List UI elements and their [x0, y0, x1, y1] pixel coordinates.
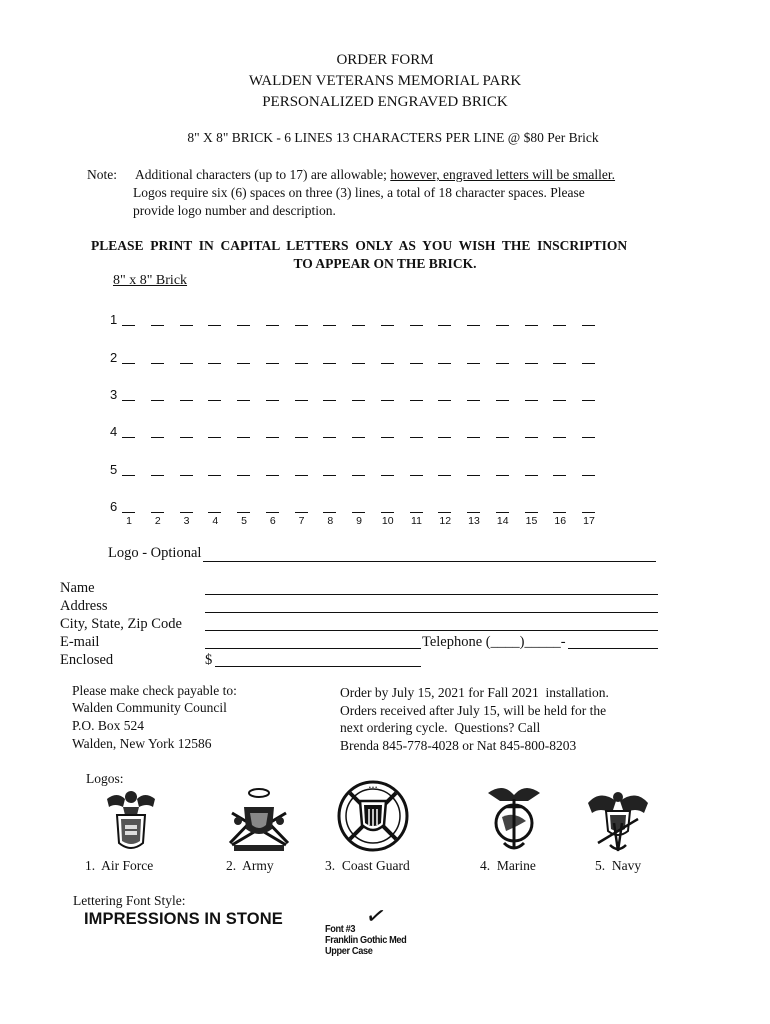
column-number: 7: [298, 515, 305, 527]
row-number: 1: [110, 312, 118, 327]
enclosed-amount-field[interactable]: [215, 666, 421, 667]
instruction-line-1: PLEASE PRINT IN CAPITAL LETTERS ONLY AS YOU WISH THE INSCRIPTION: [91, 238, 628, 253]
payment-line-2: Walden Community Council: [72, 700, 227, 715]
telephone-label: Telephone (____)_____-: [422, 634, 566, 650]
address-label: Address: [60, 598, 108, 614]
character-slot[interactable]: [295, 400, 308, 401]
character-slot[interactable]: [122, 400, 135, 401]
character-slot[interactable]: [410, 512, 423, 513]
brick-spec: 8" X 8" BRICK - 6 LINES 13 CHARACTERS PER LINE @ $80 Per Brick: [187, 130, 599, 145]
column-number: 16: [554, 515, 567, 527]
character-slot[interactable]: [122, 363, 135, 364]
logo-label: 3. Coast Guard: [325, 858, 410, 873]
character-slot[interactable]: [410, 363, 423, 364]
navy-emblem-icon: [586, 783, 650, 853]
character-slot[interactable]: [467, 325, 480, 326]
character-slot[interactable]: [553, 512, 566, 513]
column-number: 1: [126, 515, 132, 527]
character-slot[interactable]: [237, 512, 250, 513]
character-slot[interactable]: [525, 437, 538, 438]
checkmark-icon: ✓: [363, 900, 389, 932]
character-slot[interactable]: [122, 325, 135, 326]
character-slot[interactable]: [151, 437, 164, 438]
character-slot[interactable]: [467, 512, 480, 513]
character-slot[interactable]: [323, 400, 336, 401]
character-slot[interactable]: [467, 437, 480, 438]
character-slot[interactable]: [208, 512, 221, 513]
character-slot[interactable]: [122, 475, 135, 476]
logo-label: 5. Navy: [595, 858, 642, 873]
column-number: 14: [496, 515, 509, 527]
character-slot[interactable]: [496, 400, 509, 401]
character-slot[interactable]: [180, 400, 193, 401]
character-slot[interactable]: [151, 400, 164, 401]
character-slot[interactable]: [553, 325, 566, 326]
character-slot[interactable]: [323, 363, 336, 364]
character-slot[interactable]: [180, 325, 193, 326]
column-number: 11: [411, 515, 422, 527]
character-slot[interactable]: [151, 325, 164, 326]
character-slot[interactable]: [553, 437, 566, 438]
character-slot[interactable]: [266, 475, 279, 476]
character-slot[interactable]: [180, 437, 193, 438]
ordering-line-4: Brenda 845-778-4028 or Nat 845-800-8203: [340, 738, 577, 753]
character-slot[interactable]: [151, 475, 164, 476]
army-emblem-icon: [224, 783, 294, 857]
character-slot[interactable]: [381, 325, 394, 326]
payment-line-3: P.O. Box 524: [72, 718, 145, 733]
character-slot[interactable]: [295, 475, 308, 476]
character-slot[interactable]: [525, 400, 538, 401]
character-slot[interactable]: [352, 325, 365, 326]
telephone-field[interactable]: [568, 648, 658, 649]
row-number: 5: [110, 462, 118, 477]
character-slot[interactable]: [381, 475, 394, 476]
note-line-3: provide logo number and description.: [133, 203, 336, 218]
character-slot[interactable]: [208, 400, 221, 401]
character-slot[interactable]: [295, 512, 308, 513]
character-slot[interactable]: [525, 363, 538, 364]
character-slot[interactable]: [496, 475, 509, 476]
character-slot[interactable]: [237, 325, 250, 326]
row-number: 2: [110, 350, 118, 365]
ordering-line-1: Order by July 15, 2021 for Fall 2021 installation.: [340, 685, 609, 700]
park-title: WALDEN VETERANS MEMORIAL PARK: [248, 73, 522, 89]
character-slot[interactable]: [323, 325, 336, 326]
character-slot[interactable]: [410, 325, 423, 326]
character-slot[interactable]: [122, 512, 135, 513]
row-number: 6: [110, 499, 118, 514]
character-slot[interactable]: [525, 475, 538, 476]
column-number: 2: [154, 515, 161, 527]
character-slot[interactable]: [438, 512, 451, 513]
character-slot[interactable]: [352, 512, 365, 513]
character-slot[interactable]: [151, 512, 164, 513]
character-slot[interactable]: [381, 512, 394, 513]
character-slot[interactable]: [180, 512, 193, 513]
ordering-line-2: Orders received after July 15, will be held for the: [340, 703, 607, 718]
character-slot[interactable]: [266, 512, 279, 513]
character-slot[interactable]: [266, 400, 279, 401]
character-slot[interactable]: [438, 363, 451, 364]
note-line-1: Additional characters (up to 17) are allowable; however, engraved letters will be smaller.: [135, 167, 616, 182]
column-number: 12: [439, 515, 452, 527]
character-slot[interactable]: [381, 400, 394, 401]
character-slot[interactable]: [525, 325, 538, 326]
character-slot[interactable]: [438, 400, 451, 401]
character-slot[interactable]: [208, 325, 221, 326]
character-slot[interactable]: [237, 475, 250, 476]
character-slot[interactable]: [295, 437, 308, 438]
character-slot[interactable]: [266, 363, 279, 364]
font-spec-block: [325, 924, 406, 957]
character-slot[interactable]: [553, 363, 566, 364]
character-slot[interactable]: [381, 437, 394, 438]
column-number: 9: [356, 515, 362, 527]
character-slot[interactable]: [266, 437, 279, 438]
character-slot[interactable]: [151, 363, 164, 364]
column-number: 15: [525, 515, 538, 527]
note-label: Note:: [87, 167, 117, 182]
character-slot[interactable]: [352, 363, 365, 364]
city-state-zip-label: City, State, Zip Code: [60, 616, 182, 632]
city-state-zip-field[interactable]: [205, 630, 658, 631]
character-slot[interactable]: [582, 512, 595, 513]
font-sample-text: IMPRESSIONS IN STONE: [84, 910, 283, 928]
character-slot[interactable]: [295, 363, 308, 364]
character-slot[interactable]: [467, 400, 480, 401]
logo-label: 4. Marine: [480, 858, 536, 873]
character-slot[interactable]: [410, 400, 423, 401]
character-slot[interactable]: [208, 437, 221, 438]
character-slot[interactable]: [582, 475, 595, 476]
payment-line-4: Walden, New York 12586: [72, 736, 212, 751]
brick-label: 8" x 8" Brick: [113, 273, 188, 288]
logo-optional-field[interactable]: [203, 561, 656, 562]
font-number: Font #3: [325, 924, 356, 935]
character-slot[interactable]: [237, 363, 250, 364]
character-slot[interactable]: [582, 437, 595, 438]
name-label: Name: [60, 580, 95, 596]
character-slot[interactable]: [553, 400, 566, 401]
column-number: 3: [183, 515, 190, 527]
column-number: 17: [583, 515, 595, 527]
character-slot[interactable]: [410, 437, 423, 438]
character-slot[interactable]: [323, 512, 336, 513]
column-number: 6: [269, 515, 276, 527]
column-number: 4: [212, 515, 219, 527]
instruction-line-2: TO APPEAR ON THE BRICK.: [293, 256, 477, 271]
character-slot[interactable]: [582, 363, 595, 364]
character-slot[interactable]: [208, 475, 221, 476]
column-number: 13: [468, 515, 480, 527]
character-slot[interactable]: [582, 325, 595, 326]
logo-label: 1. Air Force: [85, 858, 154, 873]
character-slot[interactable]: [582, 400, 595, 401]
font-name: Franklin Gothic Med: [325, 935, 407, 946]
logo-label: 2. Army: [226, 858, 274, 873]
brick-title: PERSONALIZED ENGRAVED BRICK: [262, 94, 508, 110]
character-slot[interactable]: [295, 325, 308, 326]
dollar-sign: $: [205, 652, 213, 668]
column-number: 10: [381, 515, 394, 527]
air-force-emblem-icon: [103, 785, 159, 857]
form-title: ORDER FORM: [336, 52, 434, 68]
character-slot[interactable]: [180, 475, 193, 476]
character-slot[interactable]: [496, 325, 509, 326]
font-style-label: Lettering Font Style:: [73, 893, 186, 908]
coast-guard-emblem-icon: [336, 779, 410, 853]
name-field[interactable]: [205, 594, 658, 595]
logos-label: Logos:: [86, 771, 124, 786]
character-slot[interactable]: [525, 512, 538, 513]
column-number: 8: [327, 515, 334, 527]
character-slot[interactable]: [496, 437, 509, 438]
character-slot[interactable]: [237, 437, 250, 438]
enclosed-label: Enclosed: [60, 652, 114, 668]
row-number: 3: [110, 387, 118, 402]
character-slot[interactable]: [323, 437, 336, 438]
note-line-2: Logos require six (6) spaces on three (3) lines, a total of 18 character spaces. Please: [133, 185, 585, 200]
email-label: E-mail: [60, 634, 100, 650]
character-slot[interactable]: [180, 363, 193, 364]
column-number: 5: [241, 515, 247, 527]
character-slot[interactable]: [553, 475, 566, 476]
font-case: Upper Case: [325, 946, 373, 957]
logo-optional-label: Logo - Optional: [108, 545, 202, 561]
character-slot[interactable]: [352, 400, 365, 401]
character-slot[interactable]: [496, 363, 509, 364]
character-slot[interactable]: [352, 475, 365, 476]
character-slot[interactable]: [381, 363, 394, 364]
payment-line-1: Please make check payable to:: [72, 683, 237, 698]
ordering-line-3: next ordering cycle. Questions? Call: [340, 720, 541, 735]
address-field[interactable]: [205, 612, 658, 613]
character-slot[interactable]: [438, 325, 451, 326]
row-number: 4: [110, 424, 118, 439]
character-slot[interactable]: [467, 363, 480, 364]
svg-text:• • •: • • •: [368, 785, 378, 791]
character-slot[interactable]: [438, 437, 451, 438]
marine-emblem-icon: [484, 781, 544, 855]
character-slot[interactable]: [122, 437, 135, 438]
character-slot[interactable]: [410, 475, 423, 476]
character-slot[interactable]: [496, 512, 509, 513]
character-slot[interactable]: [467, 475, 480, 476]
character-slot[interactable]: [266, 325, 279, 326]
character-slot[interactable]: [237, 400, 250, 401]
character-slot[interactable]: [323, 475, 336, 476]
email-field[interactable]: [205, 648, 421, 649]
character-slot[interactable]: [208, 363, 221, 364]
character-slot[interactable]: [352, 437, 365, 438]
character-slot[interactable]: [438, 475, 451, 476]
